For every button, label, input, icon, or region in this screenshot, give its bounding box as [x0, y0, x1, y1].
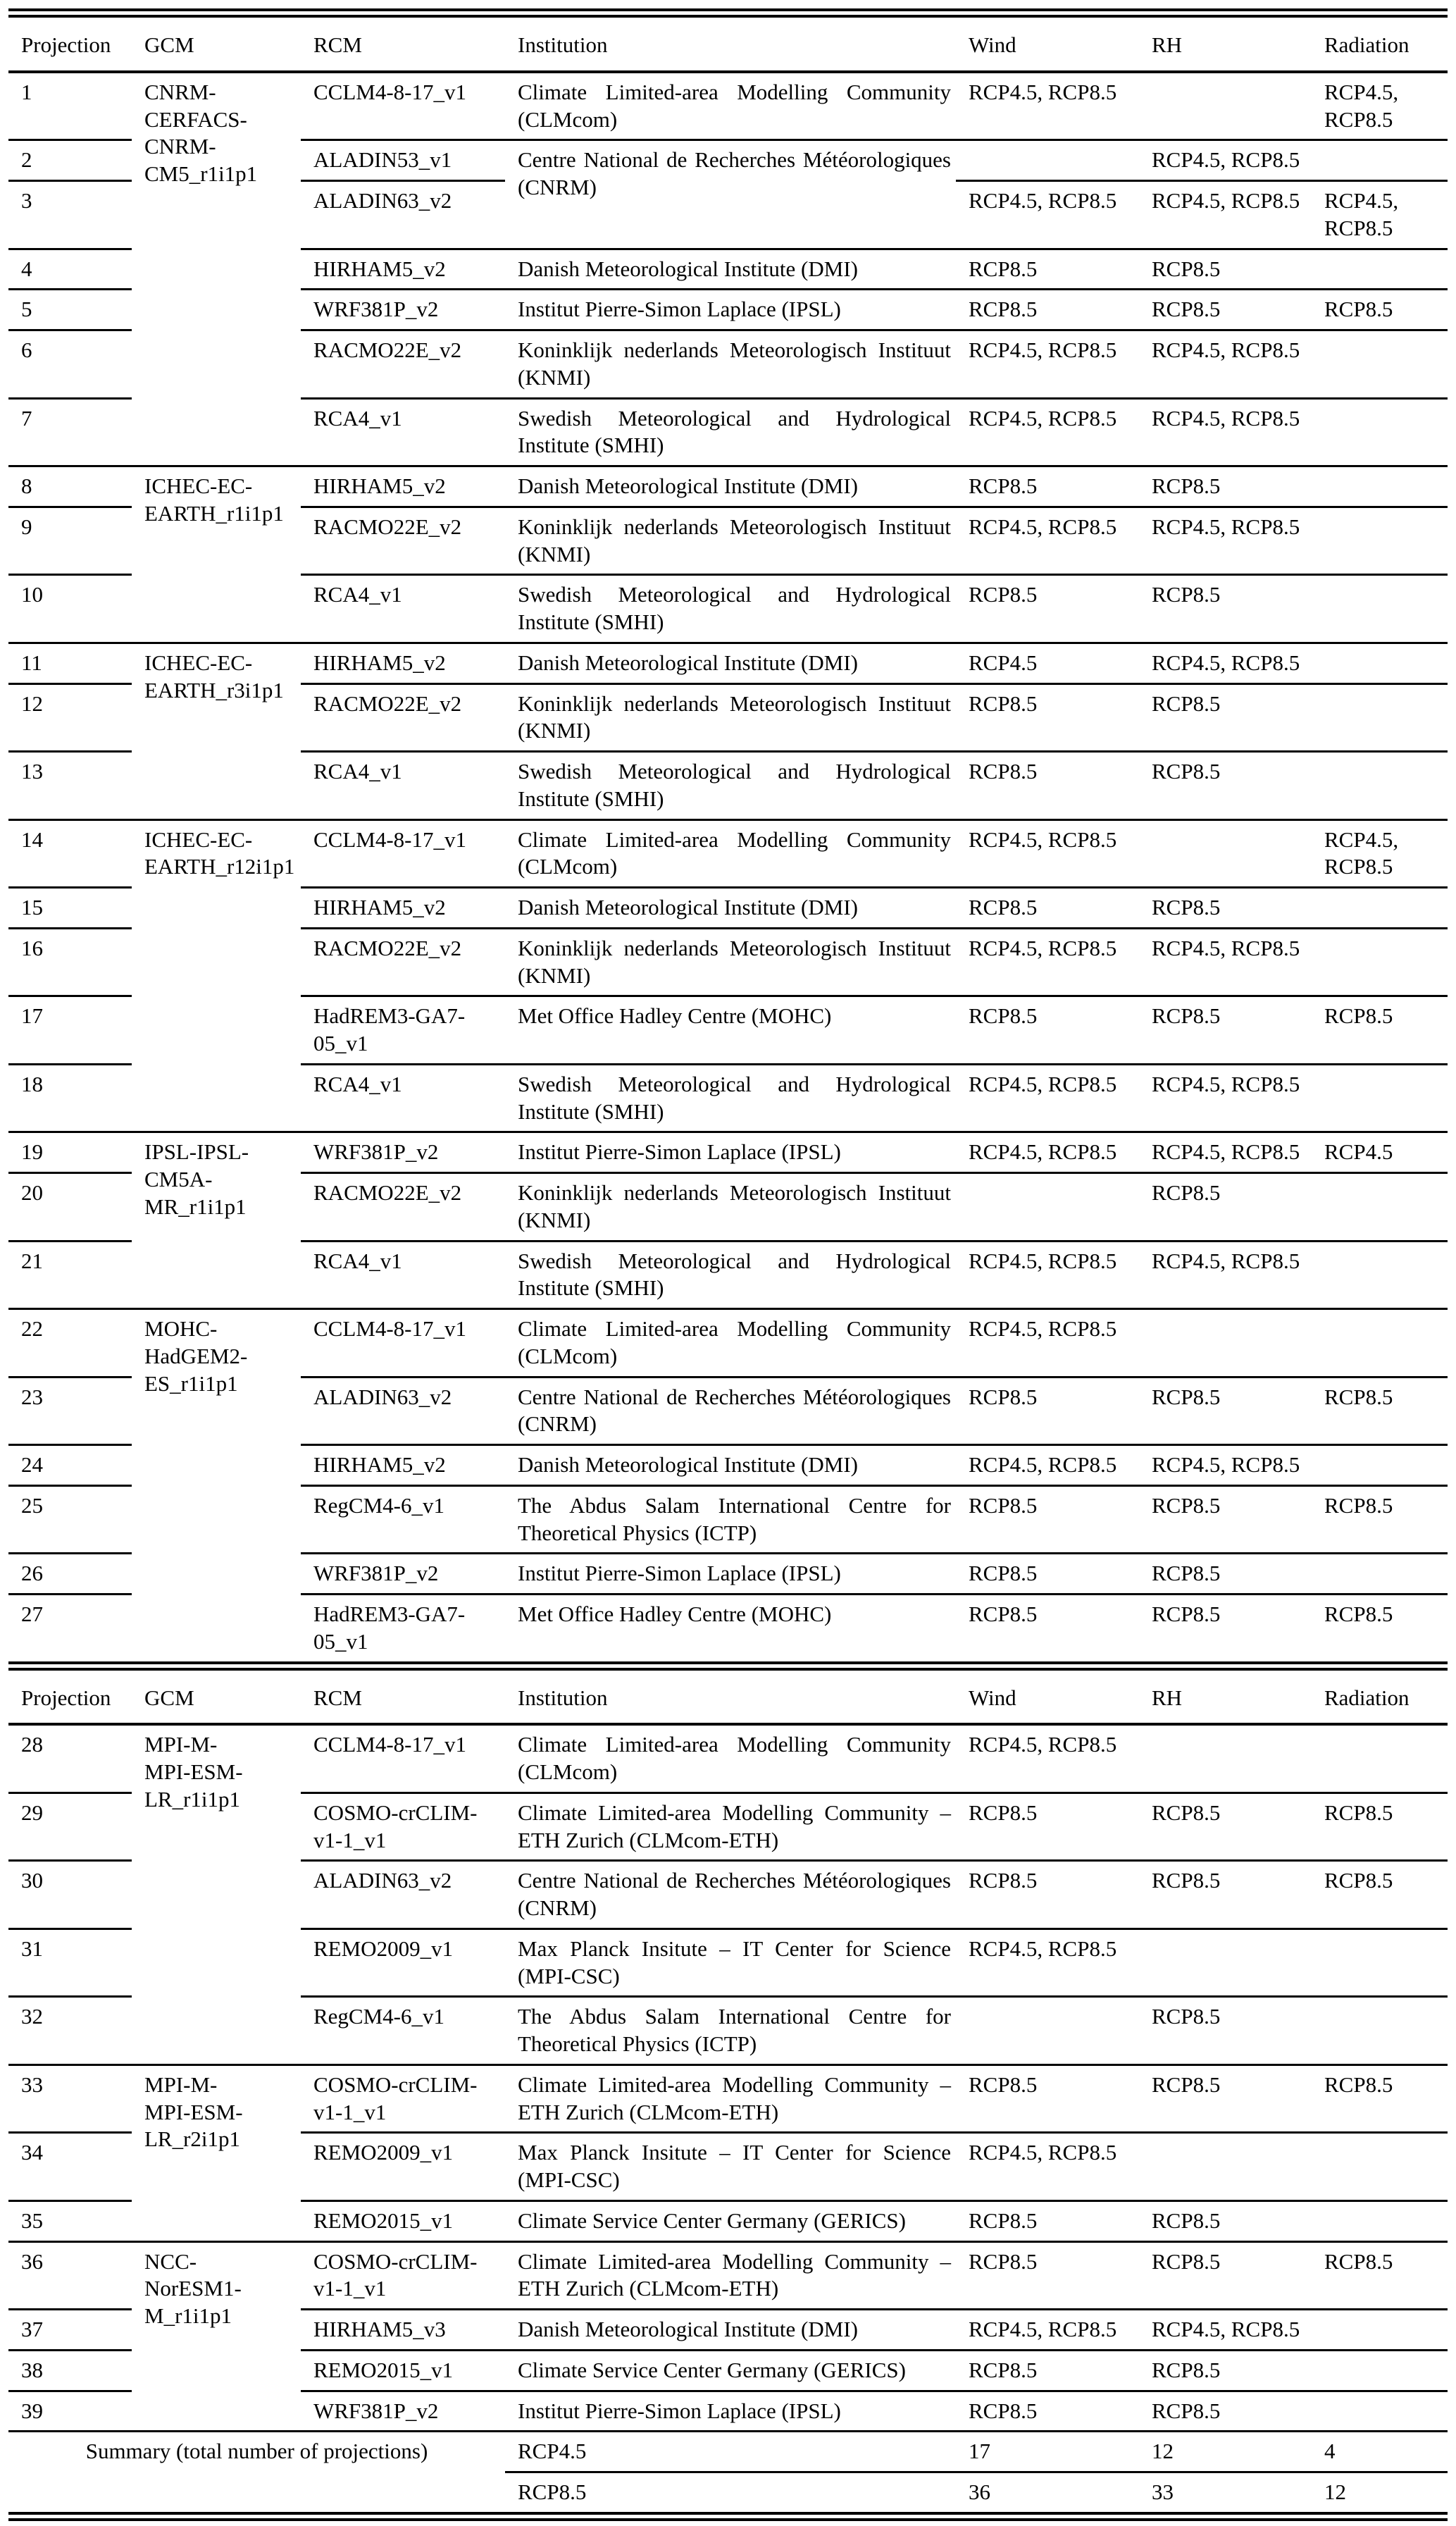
cell-radiation	[1312, 575, 1448, 643]
column-header-rcm: RCM	[301, 13, 505, 72]
cell-rcm: CCLM4-8-17_v1	[301, 1724, 505, 1793]
cell-radiation	[1312, 752, 1448, 820]
column-header-projection: Projection	[8, 1666, 132, 1724]
cell-wind: RCP4.5, RCP8.5	[956, 398, 1139, 466]
cell-wind: RCP4.5, RCP8.5	[956, 928, 1139, 996]
table-row	[8, 72, 1448, 140]
cell-projection: 38	[8, 2350, 132, 2391]
cell-institution: Centre National de Recherches Météorologiques (CNRM)	[505, 1377, 956, 1445]
summary-label: Summary (total number of projections)	[8, 2432, 505, 2517]
cell-radiation	[1312, 140, 1448, 181]
cell-radiation: RCP4.5, RCP8.5	[1312, 181, 1448, 249]
cell-rh: RCP4.5, RCP8.5	[1139, 140, 1312, 181]
cell-wind: RCP4.5, RCP8.5	[956, 181, 1139, 249]
cell-projection: 36	[8, 2241, 132, 2310]
cell-rh: RCP4.5, RCP8.5	[1139, 1445, 1312, 1486]
cell-radiation	[1312, 2133, 1448, 2201]
column-header-institution: Institution	[505, 1666, 956, 1724]
cell-rh: RCP8.5	[1139, 1861, 1312, 1929]
cell-institution: Climate Limited-area Modelling Community – ETH Zurich (CLMcom-ETH)	[505, 2241, 956, 2310]
cell-rh: RCP4.5, RCP8.5	[1139, 1241, 1312, 1309]
cell-rcm: HIRHAM5_v2	[301, 249, 505, 290]
cell-radiation	[1312, 2350, 1448, 2391]
projections-table	[8, 8, 1448, 2521]
cell-radiation	[1312, 1445, 1448, 1486]
table-row	[8, 1309, 1448, 1377]
cell-rh: RCP8.5	[1139, 996, 1312, 1065]
cell-rcm: HadREM3-GA7-05_v1	[301, 1595, 505, 1666]
cell-projection: 2	[8, 140, 132, 181]
cell-radiation: RCP8.5	[1312, 1861, 1448, 1929]
cell-projection: 8	[8, 466, 132, 507]
cell-projection: 9	[8, 507, 132, 575]
cell-wind: RCP4.5, RCP8.5	[956, 1132, 1139, 1173]
cell-wind: RCP4.5, RCP8.5	[956, 1241, 1139, 1309]
cell-rcm: RCA4_v1	[301, 398, 505, 466]
cell-projection: 30	[8, 1861, 132, 1929]
cell-wind: RCP8.5	[956, 996, 1139, 1065]
cell-rh: RCP8.5	[1139, 290, 1312, 330]
cell-projection: 3	[8, 181, 132, 249]
cell-institution: Swedish Meteorological and Hydrological Institute (SMHI)	[505, 752, 956, 820]
cell-rcm: COSMO-crCLIM-v1-1_v1	[301, 2241, 505, 2310]
cell-wind: RCP4.5, RCP8.5	[956, 819, 1139, 888]
cell-wind: RCP8.5	[956, 2064, 1139, 2133]
cell-institution: Koninklijk nederlands Meteorologisch Instituut (KNMI)	[505, 1173, 956, 1242]
table-body	[8, 13, 1448, 2517]
cell-institution: Danish Meteorological Institute (DMI)	[505, 643, 956, 683]
cell-wind: RCP8.5	[956, 466, 1139, 507]
cell-rcm: WRF381P_v2	[301, 1554, 505, 1595]
cell-wind: RCP4.5, RCP8.5	[956, 1309, 1139, 1377]
cell-projection: 13	[8, 752, 132, 820]
cell-projection: 29	[8, 1793, 132, 1861]
cell-rcm: RACMO22E_v2	[301, 1173, 505, 1242]
cell-projection: 21	[8, 1241, 132, 1309]
cell-wind: RCP4.5, RCP8.5	[956, 1724, 1139, 1793]
summary-radiation-total: 12	[1312, 2472, 1448, 2517]
cell-wind: RCP4.5, RCP8.5	[956, 2310, 1139, 2351]
cell-gcm: ICHEC-EC-EARTH_r12i1p1	[132, 819, 301, 1132]
cell-projection: 25	[8, 1485, 132, 1554]
cell-wind: RCP8.5	[956, 290, 1139, 330]
cell-gcm: CNRM-CERFACS-CNRM-CM5_r1i1p1	[132, 72, 301, 466]
cell-rh: RCP8.5	[1139, 249, 1312, 290]
cell-radiation	[1312, 330, 1448, 399]
cell-rcm: ALADIN63_v2	[301, 1861, 505, 1929]
cell-rcm: RACMO22E_v2	[301, 928, 505, 996]
cell-radiation	[1312, 1173, 1448, 1242]
cell-institution: Koninklijk nederlands Meteorologisch Instituut (KNMI)	[505, 507, 956, 575]
cell-rh: RCP8.5	[1139, 2391, 1312, 2432]
cell-radiation	[1312, 2391, 1448, 2432]
cell-institution: Danish Meteorological Institute (DMI)	[505, 1445, 956, 1486]
cell-wind	[956, 1997, 1139, 2065]
cell-rh	[1139, 2133, 1312, 2201]
cell-gcm: ICHEC-EC-EARTH_r3i1p1	[132, 643, 301, 819]
cell-rh: RCP4.5, RCP8.5	[1139, 1132, 1312, 1173]
cell-institution: Climate Service Center Germany (GERICS)	[505, 2350, 956, 2391]
cell-radiation	[1312, 683, 1448, 752]
cell-radiation	[1312, 2200, 1448, 2241]
cell-institution: Swedish Meteorological and Hydrological Institute (SMHI)	[505, 398, 956, 466]
column-header-rh: RH	[1139, 13, 1312, 72]
column-header-gcm: GCM	[132, 1666, 301, 1724]
cell-rcm: RegCM4-6_v1	[301, 1485, 505, 1554]
column-header-wind: Wind	[956, 13, 1139, 72]
cell-rh: RCP4.5, RCP8.5	[1139, 181, 1312, 249]
cell-radiation	[1312, 643, 1448, 683]
cell-wind: RCP4.5, RCP8.5	[956, 2133, 1139, 2201]
table-row	[8, 466, 1448, 507]
cell-institution: Danish Meteorological Institute (DMI)	[505, 888, 956, 929]
cell-rh: RCP8.5	[1139, 2241, 1312, 2310]
cell-wind: RCP8.5	[956, 1554, 1139, 1595]
column-header-wind: Wind	[956, 1666, 1139, 1724]
cell-rh	[1139, 1724, 1312, 1793]
cell-rh	[1139, 1309, 1312, 1377]
cell-rcm: WRF381P_v2	[301, 1132, 505, 1173]
cell-radiation: RCP8.5	[1312, 1485, 1448, 1554]
cell-institution: The Abdus Salam International Centre for Theoretical Physics (ICTP)	[505, 1997, 956, 2065]
cell-institution: Climate Limited-area Modelling Community – ETH Zurich (CLMcom-ETH)	[505, 2064, 956, 2133]
cell-radiation	[1312, 466, 1448, 507]
table-row	[8, 643, 1448, 683]
table-row	[8, 2064, 1448, 2133]
cell-rcm: REMO2009_v1	[301, 2133, 505, 2201]
cell-wind: RCP8.5	[956, 575, 1139, 643]
cell-wind: RCP4.5, RCP8.5	[956, 1064, 1139, 1132]
cell-rh: RCP4.5, RCP8.5	[1139, 507, 1312, 575]
cell-gcm: IPSL-IPSL-CM5A-MR_r1i1p1	[132, 1132, 301, 1309]
column-header-rh: RH	[1139, 1666, 1312, 1724]
cell-rh: RCP8.5	[1139, 1377, 1312, 1445]
cell-projection: 16	[8, 928, 132, 996]
cell-rcm: ALADIN53_v1	[301, 140, 505, 181]
summary-row	[8, 2432, 1448, 2472]
cell-institution: Max Planck Insitute – IT Center for Science (MPI-CSC)	[505, 2133, 956, 2201]
cell-rcm: HIRHAM5_v2	[301, 888, 505, 929]
cell-radiation	[1312, 249, 1448, 290]
cell-rcm: COSMO-crCLIM-v1-1_v1	[301, 1793, 505, 1861]
cell-radiation: RCP4.5	[1312, 1132, 1448, 1173]
cell-institution: Koninklijk nederlands Meteorologisch Instituut (KNMI)	[505, 330, 956, 399]
cell-projection: 31	[8, 1928, 132, 1997]
cell-wind: RCP8.5	[956, 683, 1139, 752]
cell-institution: Institut Pierre-Simon Laplace (IPSL)	[505, 1132, 956, 1173]
cell-institution: Met Office Hadley Centre (MOHC)	[505, 996, 956, 1065]
summary-rh-total: 12	[1139, 2432, 1312, 2472]
cell-radiation	[1312, 1724, 1448, 1793]
cell-rcm: REMO2015_v1	[301, 2350, 505, 2391]
table-row	[8, 819, 1448, 888]
cell-rcm: CCLM4-8-17_v1	[301, 1309, 505, 1377]
cell-radiation	[1312, 1928, 1448, 1997]
cell-institution: Danish Meteorological Institute (DMI)	[505, 249, 956, 290]
cell-institution: Climate Service Center Germany (GERICS)	[505, 2200, 956, 2241]
cell-wind	[956, 140, 1139, 181]
cell-projection: 22	[8, 1309, 132, 1377]
cell-radiation	[1312, 398, 1448, 466]
summary-radiation-total: 4	[1312, 2432, 1448, 2472]
cell-rcm: RCA4_v1	[301, 1064, 505, 1132]
cell-institution: Koninklijk nederlands Meteorologisch Instituut (KNMI)	[505, 928, 956, 996]
cell-rh	[1139, 1928, 1312, 1997]
cell-wind: RCP8.5	[956, 1485, 1139, 1554]
cell-rcm: WRF381P_v2	[301, 290, 505, 330]
cell-rh: RCP8.5	[1139, 2350, 1312, 2391]
cell-rcm: HIRHAM5_v3	[301, 2310, 505, 2351]
cell-projection: 19	[8, 1132, 132, 1173]
cell-rh: RCP4.5, RCP8.5	[1139, 643, 1312, 683]
cell-radiation: RCP8.5	[1312, 996, 1448, 1065]
cell-rcm: CCLM4-8-17_v1	[301, 72, 505, 140]
column-header-radiation: Radiation	[1312, 1666, 1448, 1724]
cell-projection: 4	[8, 249, 132, 290]
table-row	[8, 1724, 1448, 1793]
cell-gcm: MPI-M-MPI-ESM-LR_r2i1p1	[132, 2064, 301, 2241]
cell-rh: RCP4.5, RCP8.5	[1139, 2310, 1312, 2351]
cell-institution: Climate Limited-area Modelling Community – ETH Zurich (CLMcom-ETH)	[505, 1793, 956, 1861]
cell-radiation	[1312, 1309, 1448, 1377]
cell-wind: RCP4.5, RCP8.5	[956, 1928, 1139, 1997]
cell-rcm: CCLM4-8-17_v1	[301, 819, 505, 888]
header-row	[8, 1666, 1448, 1724]
cell-institution: Climate Limited-area Modelling Community (CLMcom)	[505, 1724, 956, 1793]
cell-wind: RCP4.5, RCP8.5	[956, 72, 1139, 140]
cell-radiation	[1312, 928, 1448, 996]
cell-rh: RCP8.5	[1139, 752, 1312, 820]
cell-rcm: HIRHAM5_v2	[301, 466, 505, 507]
column-header-projection: Projection	[8, 13, 132, 72]
cell-rh: RCP8.5	[1139, 683, 1312, 752]
summary-rh-total: 33	[1139, 2472, 1312, 2517]
cell-institution: Centre National de Recherches Météorologiques (CNRM)	[505, 1861, 956, 1929]
cell-wind: RCP8.5	[956, 249, 1139, 290]
cell-projection: 39	[8, 2391, 132, 2432]
cell-projection: 18	[8, 1064, 132, 1132]
cell-radiation: RCP8.5	[1312, 290, 1448, 330]
cell-rh	[1139, 72, 1312, 140]
cell-institution: Danish Meteorological Institute (DMI)	[505, 466, 956, 507]
cell-projection: 15	[8, 888, 132, 929]
summary-wind-total: 36	[956, 2472, 1139, 2517]
cell-radiation	[1312, 888, 1448, 929]
cell-rh: RCP4.5, RCP8.5	[1139, 928, 1312, 996]
cell-rh: RCP8.5	[1139, 575, 1312, 643]
cell-rh: RCP4.5, RCP8.5	[1139, 1064, 1312, 1132]
cell-wind: RCP8.5	[956, 1377, 1139, 1445]
cell-rh: RCP8.5	[1139, 466, 1312, 507]
cell-rh: RCP4.5, RCP8.5	[1139, 330, 1312, 399]
cell-institution: Met Office Hadley Centre (MOHC)	[505, 1595, 956, 1666]
cell-projection: 12	[8, 683, 132, 752]
cell-projection: 35	[8, 2200, 132, 2241]
cell-institution: Koninklijk nederlands Meteorologisch Instituut (KNMI)	[505, 683, 956, 752]
cell-rcm: RACMO22E_v2	[301, 507, 505, 575]
cell-rcm: RACMO22E_v2	[301, 330, 505, 399]
cell-wind: RCP4.5, RCP8.5	[956, 507, 1139, 575]
cell-projection: 27	[8, 1595, 132, 1666]
cell-rh: RCP4.5, RCP8.5	[1139, 398, 1312, 466]
cell-rcm: HIRHAM5_v2	[301, 643, 505, 683]
cell-radiation: RCP8.5	[1312, 1793, 1448, 1861]
cell-scenario: RCP8.5	[505, 2472, 956, 2517]
cell-projection: 6	[8, 330, 132, 399]
cell-rcm: RACMO22E_v2	[301, 683, 505, 752]
cell-projection: 32	[8, 1997, 132, 2065]
cell-rcm: COSMO-crCLIM-v1-1_v1	[301, 2064, 505, 2133]
cell-rh: RCP8.5	[1139, 1554, 1312, 1595]
cell-radiation: RCP8.5	[1312, 1595, 1448, 1666]
cell-institution: Climate Limited-area Modelling Community (CLMcom)	[505, 1309, 956, 1377]
cell-projection: 26	[8, 1554, 132, 1595]
cell-rh: RCP8.5	[1139, 1485, 1312, 1554]
cell-radiation	[1312, 1554, 1448, 1595]
cell-wind: RCP8.5	[956, 2241, 1139, 2310]
cell-rcm: REMO2009_v1	[301, 1928, 505, 1997]
header-row	[8, 13, 1448, 72]
cell-radiation	[1312, 2310, 1448, 2351]
cell-rh: RCP8.5	[1139, 2200, 1312, 2241]
cell-projection: 11	[8, 643, 132, 683]
cell-rh: RCP8.5	[1139, 888, 1312, 929]
cell-rcm: RCA4_v1	[301, 752, 505, 820]
cell-rh: RCP8.5	[1139, 1595, 1312, 1666]
column-header-institution: Institution	[505, 13, 956, 72]
cell-radiation: RCP4.5, RCP8.5	[1312, 72, 1448, 140]
cell-wind: RCP8.5	[956, 752, 1139, 820]
cell-projection: 20	[8, 1173, 132, 1242]
cell-wind: RCP8.5	[956, 1595, 1139, 1666]
cell-radiation	[1312, 1241, 1448, 1309]
cell-rcm: REMO2015_v1	[301, 2200, 505, 2241]
table-row	[8, 2241, 1448, 2310]
cell-rcm: ALADIN63_v2	[301, 181, 505, 249]
cell-radiation	[1312, 1997, 1448, 2065]
cell-rcm: RCA4_v1	[301, 575, 505, 643]
cell-institution: Institut Pierre-Simon Laplace (IPSL)	[505, 290, 956, 330]
cell-wind: RCP8.5	[956, 2350, 1139, 2391]
cell-wind: RCP8.5	[956, 888, 1139, 929]
cell-gcm: NCC-NorESM1-M_r1i1p1	[132, 2241, 301, 2432]
cell-projection: 1	[8, 72, 132, 140]
cell-projection: 7	[8, 398, 132, 466]
cell-rcm: HIRHAM5_v2	[301, 1445, 505, 1486]
cell-projection: 5	[8, 290, 132, 330]
table-row	[8, 1132, 1448, 1173]
cell-projection: 33	[8, 2064, 132, 2133]
cell-gcm: MPI-M-MPI-ESM-LR_r1i1p1	[132, 1724, 301, 2064]
cell-institution: Climate Limited-area Modelling Community (CLMcom)	[505, 819, 956, 888]
cell-radiation: RCP4.5, RCP8.5	[1312, 819, 1448, 888]
cell-institution: The Abdus Salam International Centre for Theoretical Physics (ICTP)	[505, 1485, 956, 1554]
cell-projection: 28	[8, 1724, 132, 1793]
cell-institution: Max Planck Insitute – IT Center for Science (MPI-CSC)	[505, 1928, 956, 1997]
column-header-radiation: Radiation	[1312, 13, 1448, 72]
cell-rcm: HadREM3-GA7-05_v1	[301, 996, 505, 1065]
cell-rcm: WRF381P_v2	[301, 2391, 505, 2432]
cell-wind: RCP4.5, RCP8.5	[956, 330, 1139, 399]
cell-wind: RCP8.5	[956, 1861, 1139, 1929]
cell-wind	[956, 1173, 1139, 1242]
cell-wind: RCP8.5	[956, 2200, 1139, 2241]
cell-rh: RCP8.5	[1139, 2064, 1312, 2133]
cell-rh	[1139, 819, 1312, 888]
column-header-rcm: RCM	[301, 1666, 505, 1724]
cell-projection: 23	[8, 1377, 132, 1445]
cell-gcm: ICHEC-EC-EARTH_r1i1p1	[132, 466, 301, 643]
cell-projection: 10	[8, 575, 132, 643]
cell-rh: RCP8.5	[1139, 1997, 1312, 2065]
cell-institution: Institut Pierre-Simon Laplace (IPSL)	[505, 1554, 956, 1595]
cell-radiation	[1312, 507, 1448, 575]
cell-institution: Climate Limited-area Modelling Community (CLMcom)	[505, 72, 956, 140]
column-header-gcm: GCM	[132, 13, 301, 72]
summary-wind-total: 17	[956, 2432, 1139, 2472]
cell-institution: Institut Pierre-Simon Laplace (IPSL)	[505, 2391, 956, 2432]
cell-rcm: RegCM4-6_v1	[301, 1997, 505, 2065]
cell-radiation: RCP8.5	[1312, 1377, 1448, 1445]
cell-gcm: MOHC-HadGEM2-ES_r1i1p1	[132, 1309, 301, 1666]
cell-radiation: RCP8.5	[1312, 2241, 1448, 2310]
cell-projection: 17	[8, 996, 132, 1065]
cell-scenario: RCP4.5	[505, 2432, 956, 2472]
cell-radiation	[1312, 1064, 1448, 1132]
cell-wind: RCP4.5, RCP8.5	[956, 1445, 1139, 1486]
cell-wind: RCP8.5	[956, 1793, 1139, 1861]
cell-institution: Swedish Meteorological and Hydrological Institute (SMHI)	[505, 1064, 956, 1132]
cell-projection: 34	[8, 2133, 132, 2201]
cell-wind: RCP4.5	[956, 643, 1139, 683]
cell-rh: RCP8.5	[1139, 1793, 1312, 1861]
cell-institution: Swedish Meteorological and Hydrological Institute (SMHI)	[505, 575, 956, 643]
cell-radiation: RCP8.5	[1312, 2064, 1448, 2133]
cell-institution: Swedish Meteorological and Hydrological Institute (SMHI)	[505, 1241, 956, 1309]
cell-rh: RCP8.5	[1139, 1173, 1312, 1242]
cell-rcm: ALADIN63_v2	[301, 1377, 505, 1445]
cell-projection: 24	[8, 1445, 132, 1486]
cell-wind: RCP8.5	[956, 2391, 1139, 2432]
cell-institution: Centre National de Recherches Météorologiques (CNRM)	[505, 140, 956, 249]
cell-projection: 37	[8, 2310, 132, 2351]
cell-institution: Danish Meteorological Institute (DMI)	[505, 2310, 956, 2351]
cell-rcm: RCA4_v1	[301, 1241, 505, 1309]
cell-projection: 14	[8, 819, 132, 888]
